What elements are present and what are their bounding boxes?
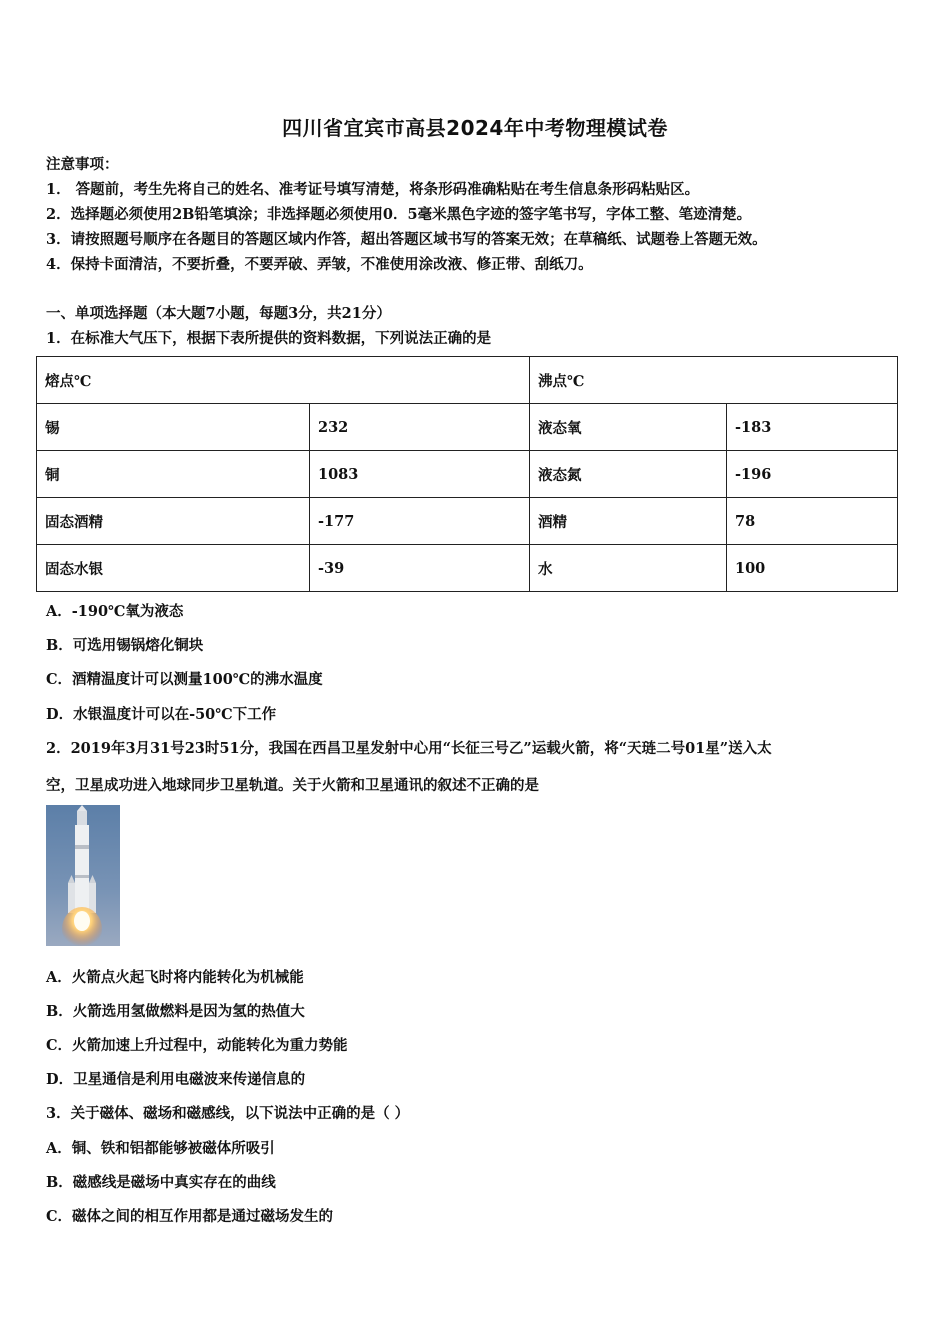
table-row <box>37 498 898 545</box>
page-title: 四川省宜宾市高县2024年中考物理模试卷 <box>282 116 668 140</box>
q1-option-a: A．-190℃氧为液态 <box>46 603 184 620</box>
table-cell: 锡 <box>37 404 310 451</box>
section-heading: 一、单项选择题（本大题7小题，每题3分，共21分） <box>46 305 391 322</box>
table-cell: 液态氧 <box>530 404 727 451</box>
table-cell: 78 <box>727 498 898 545</box>
table-row <box>37 545 898 592</box>
q2-stem-line2: 空，卫星成功进入地球同步卫星轨道。关于火箭和卫星通讯的叙述不正确的是 <box>46 777 539 794</box>
table-cell: -177 <box>310 498 530 545</box>
table-cell: 铜 <box>37 451 310 498</box>
q2-stem-line1: 2．2019年3月31号23时51分，我国在西昌卫星发射中心用“长征三号乙”运载火箭，将“天琏二号01星”送入太 <box>46 740 772 757</box>
rocket-launch-image <box>46 805 120 946</box>
table-cell: -39 <box>310 545 530 592</box>
table-cell: 232 <box>310 404 530 451</box>
table-cell: 1083 <box>310 451 530 498</box>
table-cell: 固态酒精 <box>37 498 310 545</box>
table-header-row <box>37 357 898 404</box>
q3-option-a: A．铜、铁和铝都能够被磁体所吸引 <box>46 1140 275 1157</box>
data-table <box>36 356 898 592</box>
q1-stem: 1．在标准大气压下，根据下表所提供的资料数据，下列说法正确的是 <box>46 330 492 347</box>
table-cell: 100 <box>727 545 898 592</box>
q3-option-b: B．磁感线是磁场中真实存在的曲线 <box>46 1174 276 1191</box>
table-cell: -183 <box>727 404 898 451</box>
table-header-melting: 熔点℃ <box>37 357 530 404</box>
q2-option-b: B．火箭选用氢做燃料是因为氢的热值大 <box>46 1003 305 1020</box>
q3-option-c: C．磁体之间的相互作用都是通过磁场发生的 <box>46 1208 334 1225</box>
table-header-boiling: 沸点℃ <box>530 357 898 404</box>
q2-option-c: C．火箭加速上升过程中，动能转化为重力势能 <box>46 1037 348 1054</box>
table-cell: -196 <box>727 451 898 498</box>
notes-heading: 注意事项： <box>46 156 119 173</box>
note-item-3: 3．请按照题号顺序在各题目的答题区域内作答，超出答题区域书写的答案无效；在草稿纸、试题卷上答题无效。 <box>46 231 767 248</box>
q2-option-a: A．火箭点火起飞时将内能转化为机械能 <box>46 969 304 986</box>
q1-option-b: B．可选用锡锅熔化铜块 <box>46 637 204 654</box>
table-cell: 固态水银 <box>37 545 310 592</box>
note-item-4: 4．保持卡面清洁，不要折叠，不要弄破、弄皱，不准使用涂改液、修正带、刮纸刀。 <box>46 256 593 273</box>
table-cell: 液态氮 <box>530 451 727 498</box>
table-cell: 水 <box>530 545 727 592</box>
note-item-1: 1． 答题前，考生先将自己的姓名、准考证号填写清楚，将条形码准确粘贴在考生信息条形码粘贴区。 <box>46 181 700 198</box>
q1-option-c: C．酒精温度计可以测量100℃的沸水温度 <box>46 671 323 688</box>
q1-option-d: D．水银温度计可以在-50℃下工作 <box>46 706 277 723</box>
table-cell: 酒精 <box>530 498 727 545</box>
q2-option-d: D．卫星通信是利用电磁波来传递信息的 <box>46 1071 306 1088</box>
table-row <box>37 404 898 451</box>
note-item-2: 2．选择题必须使用2B铅笔填涂；非选择题必须使用0．5毫米黑色字迹的签字笔书写，字体工整、笔迹清楚。 <box>46 206 752 223</box>
q3-stem: 3．关于磁体、磁场和磁感线，以下说法中正确的是（ ） <box>46 1105 410 1122</box>
table-row <box>37 451 898 498</box>
